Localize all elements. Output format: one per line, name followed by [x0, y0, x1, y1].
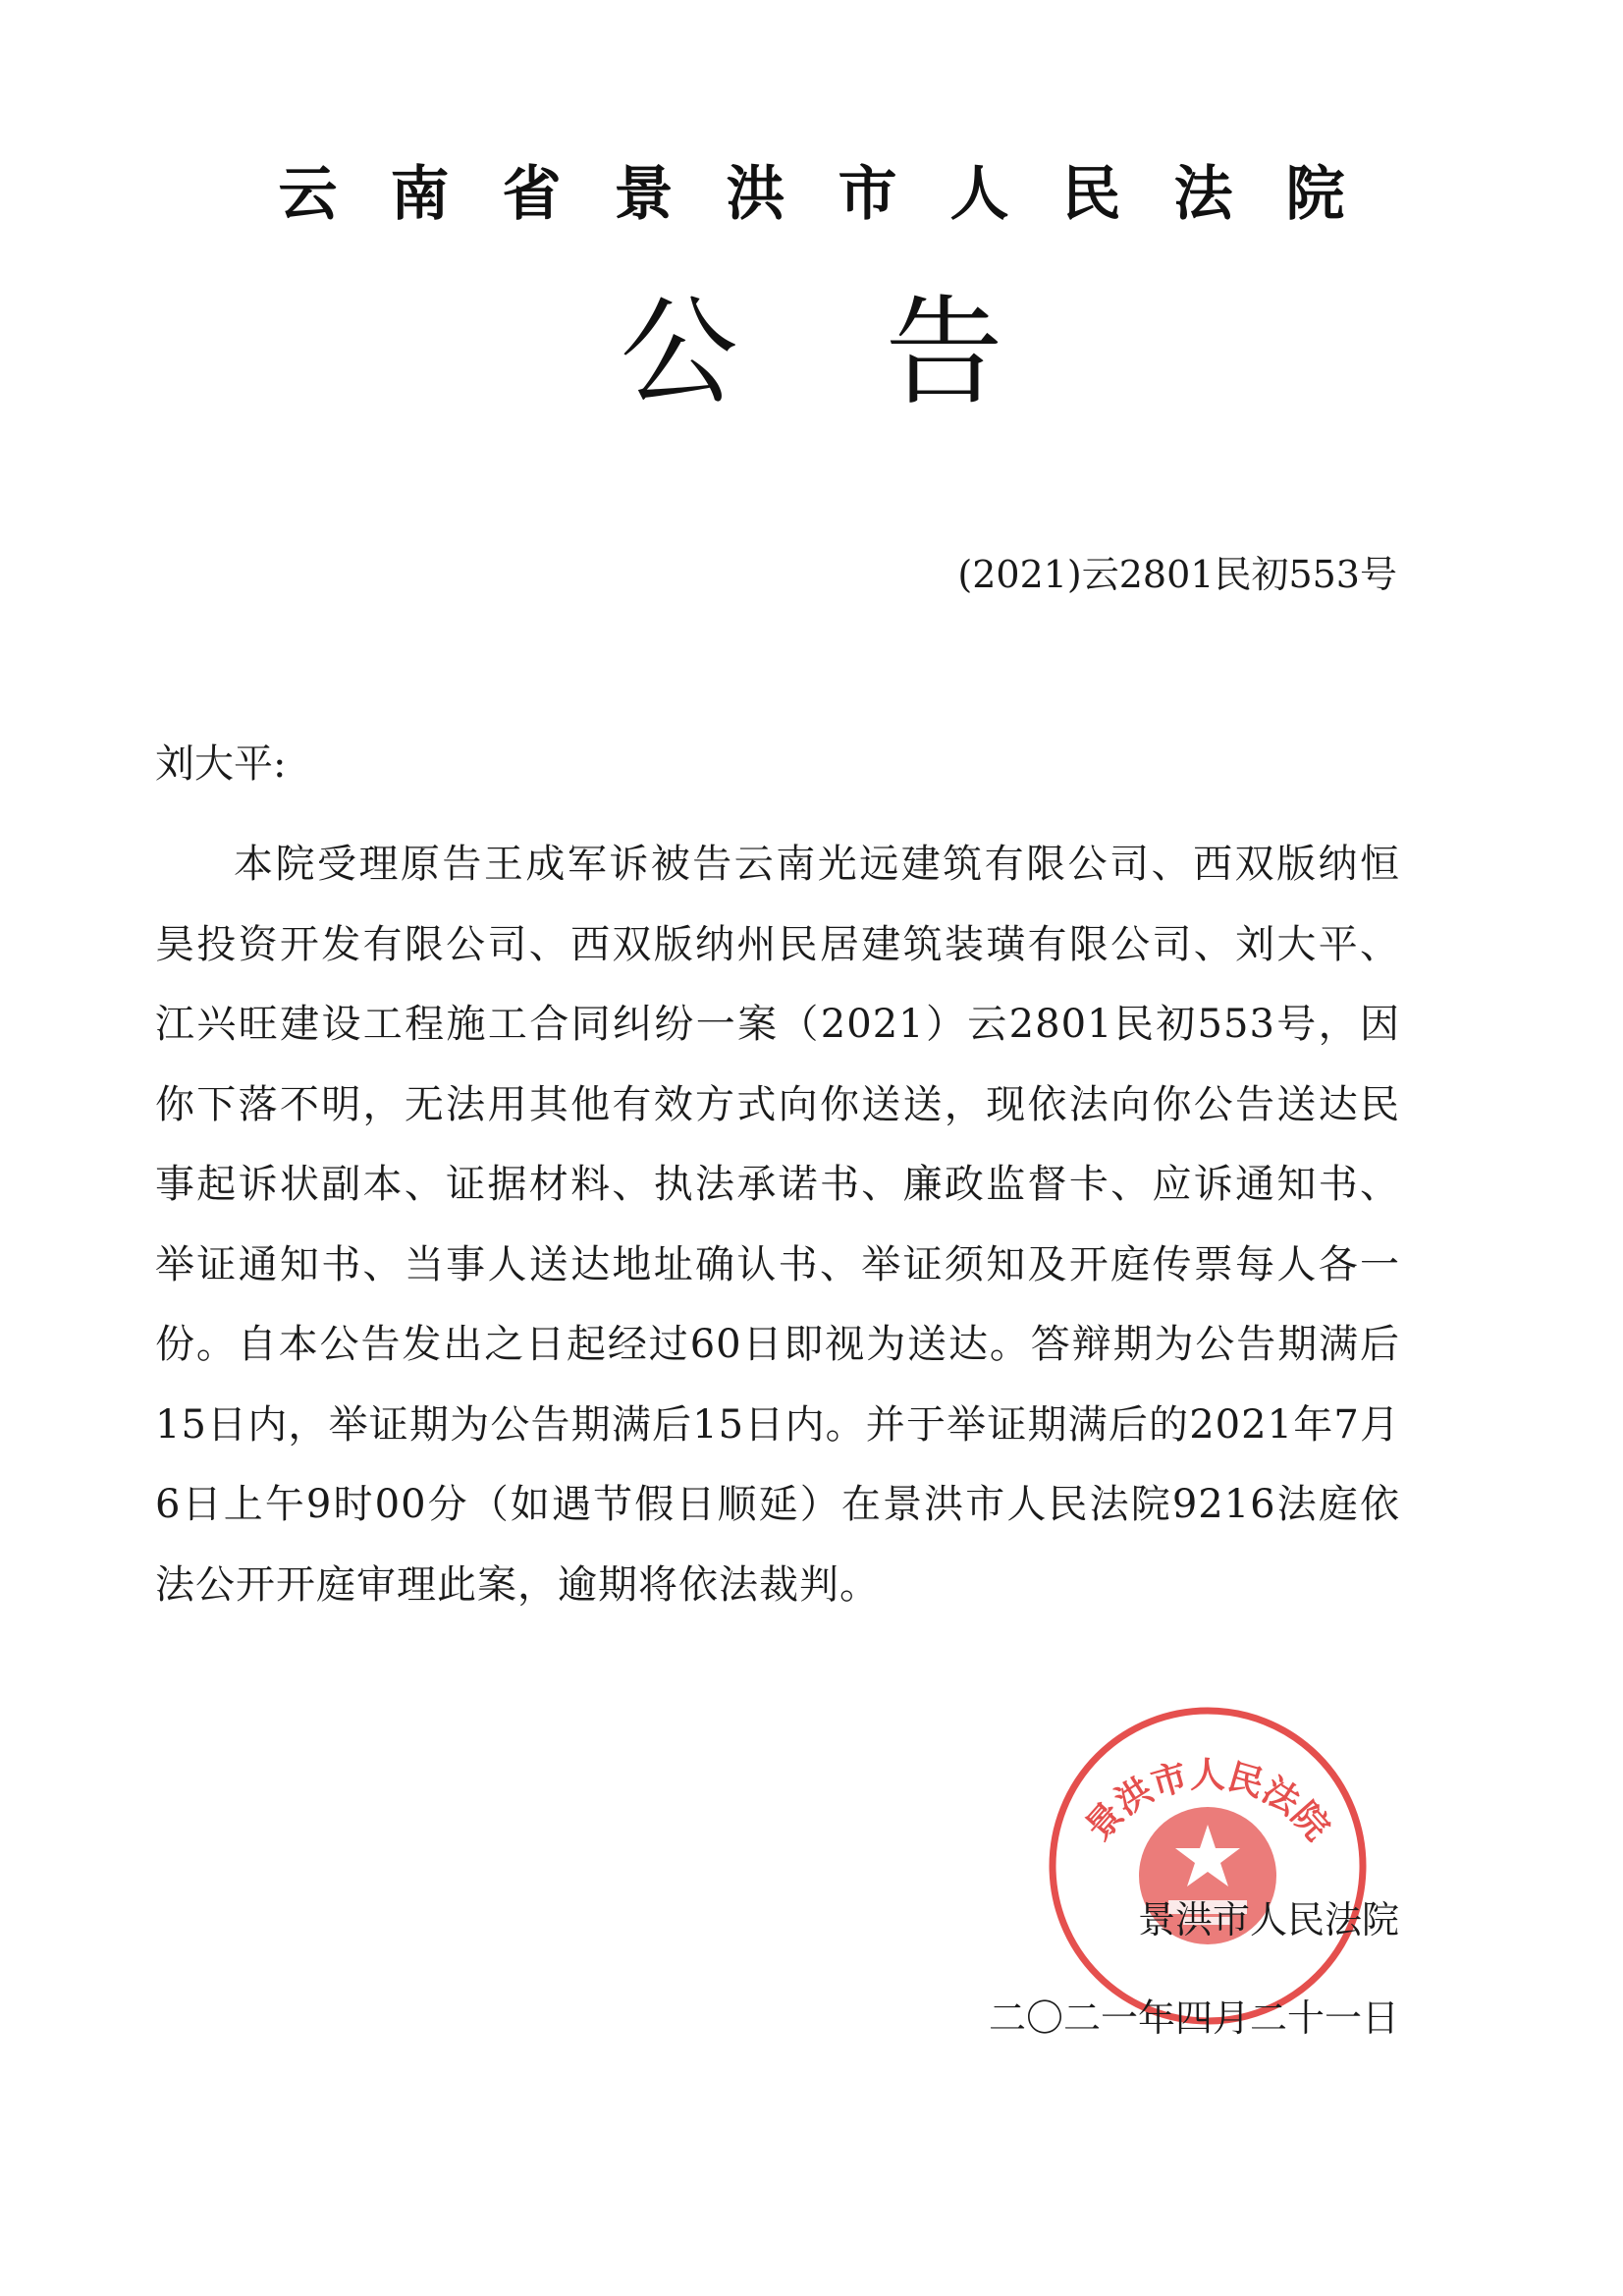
seal-text: 景洪市人民法院 [1078, 1755, 1337, 1849]
notice-body: 本院受理原告王成军诉被告云南光远建筑有限公司、西双版纳恒昊投资开发有限公司、西双版纳州民居建筑装璜有限公司、刘大平、江兴旺建设工程施工合同纠纷一案（2021）云2801民初553号，因你下落不明，无法用其他有效方式向你送送，现依法向你公告送达民事起诉状副本、证据材料、执法承诺书、廉政监督卡、应诉通知书、举证通知书、当事人送达地址确认书、举证须知及开庭传票每人各一份。自本公告发出之日起经过60日即视为送达。答辩期为公告期满后15日内，举证期为公告期满后15日内。并于举证期满后的2021年7月6日上午9时00分（如遇节假日顺延）在景洪市人民法院9216法庭依法公开开庭审理此案，逾期将依法裁判。 [155, 842, 1400, 1608]
court-name-heading: 云南省景洪市人民法院 [278, 160, 1398, 229]
case-number: (2021)云2801民初553号 [957, 553, 1397, 596]
court-seal [1041, 1699, 1375, 2033]
signature-date: 二〇二一年四月二十一日 [988, 1996, 1399, 2040]
signature-court: 景洪市人民法院 [1137, 1898, 1399, 1941]
document-type-heading: 公告 [620, 285, 1151, 421]
addressee: 刘大平: [155, 741, 287, 787]
